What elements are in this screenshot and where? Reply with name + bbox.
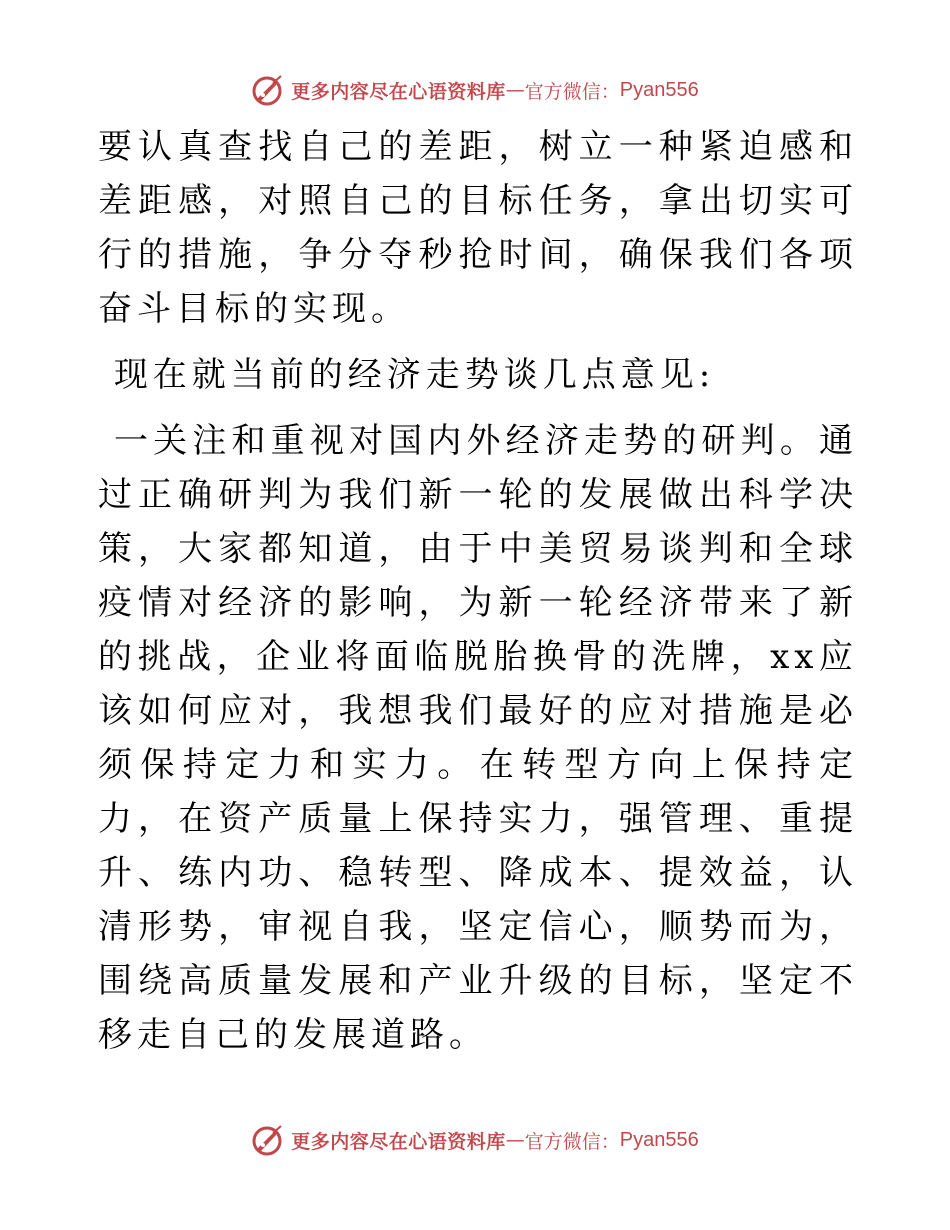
footer-banner bbox=[0, 1120, 950, 1160]
header-wechat-label: 官方微信： bbox=[524, 80, 620, 103]
document-body bbox=[98, 120, 858, 1062]
pen-logo-icon bbox=[251, 1123, 285, 1157]
paragraph-1: 要认真查找自己的差距，树立一种紧迫感和差距感，对照自己的目标任务，拿出切实可行的措施，争分夺秒抢时间，确保我们各项奋斗目标的实现。 bbox=[98, 127, 858, 329]
footer-banner-dash: — bbox=[505, 1129, 525, 1151]
paragraph-3: 一关注和重视对国内外经济走势的研判。通过正确研判为我们新一轮的发展做出科学决策，大家都知道，由于中美贸易谈判和全球疫情对经济的影响，为新一轮经济带来了新的挑战，企业将面临脱胎换骨的洗牌，xx应该如何应对，我想我们最好的应对措施是必须保持定力和实力。在转型方向上保持定力，在资产质量上保持实力，强管理、重提升、练内功、稳转型、降成本、提效益，认清形势，审视自我，坚定信心，顺势而为，围绕高质量发展和产业升级的目标，坚定不移走自己的发展道路。 bbox=[98, 421, 859, 1055]
header-banner bbox=[0, 70, 950, 110]
footer-wechat-id: Pyan556 bbox=[619, 1128, 699, 1151]
pen-logo-icon bbox=[251, 73, 285, 107]
header-wechat-id: Pyan556 bbox=[619, 78, 699, 101]
footer-wechat-label: 官方微信： bbox=[524, 1130, 620, 1153]
paragraph-2: 现在就当前的经济走势谈几点意见: bbox=[98, 355, 716, 395]
header-banner-dash: — bbox=[505, 79, 525, 101]
header-banner-text: 更多内容尽在心语资料库 bbox=[291, 80, 506, 103]
footer-banner-text: 更多内容尽在心语资料库 bbox=[291, 1130, 506, 1153]
